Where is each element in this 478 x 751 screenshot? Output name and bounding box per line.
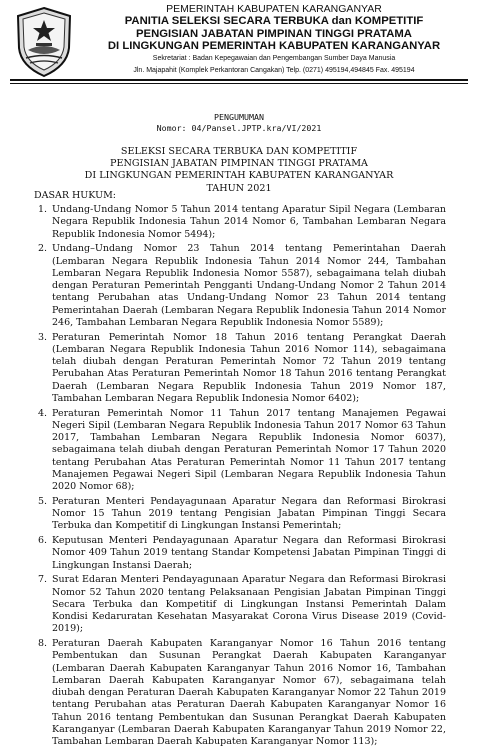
list-item-number: 2.: [38, 243, 48, 255]
list-item-text: Peraturan Pemerintah Nomor 11 Tahun 2017 tentang Manajemen Pegawai Negeri Sipil (Lembaran Negara Republik Indonesia Tahun 2017 Nomor 63 Tahun 2017, Tambahan Lembaran Negara Republik Indonesia Nomor 6037), sebagaimana telah diubah dengan Peraturan Pemerintah Nomor 17 Tahun 2020 tentang Perubahan Atas Peraturan Pemerintah Nomor 11 Tahun 2017 tentang Manajemen Pegawai Negeri Sipil (Lembaran Negara Republik Indonesia Tahun 2020 Nomor 68);: [52, 407, 446, 492]
legal-basis-list: [38, 204, 446, 751]
list-item: [38, 408, 446, 494]
list-item-text: Peraturan Menteri Pendayagunaan Aparatur Negara dan Reformasi Birokrasi Nomor 15 Tahun 2019 tentang Pengisian Jabatan Pimpinan Tinggi Secara Terbuka dan Kompetitif di Lingkungan Instansi Pemerintah;: [52, 495, 446, 532]
regency-emblem-icon: [14, 6, 74, 78]
list-item-text: Peraturan Daerah Kabupaten Karanganyar Nomor 16 Tahun 2016 tentang Pembentukan dan Susunan Perangkat Daerah Kabupaten Karanganyar (Lembaran Daerah Kabupaten Karanganyar Tahun 2016 Nomor 16, Tambahan Lembaran Daerah Kabupaten Karanganyar Nomor 67), sebagaimana telah diubah dengan Peraturan Daerah Kabupaten Karanganyar Nomor 22 Tahun 2019 tentang Perubahan atas Peraturan Daerah Kabupaten Karanganyar Nomor 16 Tahun 2016 tentang Pembentukan dan Susunan Perangkat Daerah Kabupaten Karanganyar (Lembaran Daerah Kabupaten Karanganyar Tahun 2019 Nomor 22, Tambahan Lembaran Daerah Kabupaten Karanganyar Nomor 113);: [52, 638, 446, 747]
list-item-text: Surat Edaran Menteri Pendayagunaan Aparatur Negara dan Reformasi Birokrasi Nomor 52 Tahun 2020 tentang Pelaksanaan Pengisian Jabatan Pimpinan Tinggi Secara Terbuka dan Kompetitif di Lingkungan Instansi Pemerintah Dalam Kondisi Kedaruratan Kesehatan Masyarakat Corona Virus Disease 2019 (Covid-2019);: [52, 574, 446, 635]
title-line: DI LINGKUNGAN PEMERINTAH KABUPATEN KARANGANYAR: [84, 170, 394, 182]
letterhead-address: Jln. Majapahit (Komplek Perkantoran Cangakan) Telp. (0271) 495194,494845 Fax. 495194: [133, 66, 415, 74]
letterhead-scope: DI LINGKUNGAN PEMERINTAH KABUPATEN KARANGANYAR: [107, 40, 441, 52]
list-item: [38, 496, 446, 533]
title-year: TAHUN 2021: [206, 182, 272, 194]
list-item: [38, 243, 446, 329]
list-item-number: 7.: [38, 574, 48, 586]
list-item-text: Peraturan Pemerintah Nomor 18 Tahun 2016 tentang Perangkat Daerah (Lembaran Negara Republik Indonesia Tahun 2016 Nomor 114), sebagaimana telah diubah dengan Peraturan Pemerintah Nomor 72 Tahun 2019 tentang Perubahan Atas Peraturan Pemerintah Nomor 18 Tahun 2016 tentang Perangkat Daerah (Lembaran Negara Republik Indonesia Tahun 2019 Nomor 187, Tambahan Lembaran Negara Republik Indonesia Nomor 6402);: [52, 331, 446, 404]
list-item-number: 6.: [38, 535, 48, 546]
letterhead-divider: [10, 79, 468, 81]
legal-basis-heading: DASAR HUKUM:: [34, 190, 117, 201]
list-item-number: 3.: [38, 331, 48, 343]
list-item-number: 1.: [38, 204, 48, 215]
list-item-text: Keputusan Menteri Pendayagunaan Aparatur Negara dan Reformasi Birokrasi Nomor 409 Tahun 2019 tentang Standar Kompetensi Jabatan Pimpinan Tinggi di Lingkungan Instansi Daerah;: [52, 535, 446, 571]
letterhead-secretariat: Sekretariat : Badan Kepegawaian dan Pengembangan Sumber Daya Manusia: [152, 54, 396, 62]
list-item: [38, 535, 446, 572]
letterhead-government: PEMERINTAH KABUPATEN KARANGANYAR: [166, 3, 382, 15]
document-title: [0, 146, 478, 195]
list-item-text: Undang–Undang Nomor 23 Tahun 2014 tentang Pemerintahan Daerah (Lembaran Negara Republik Indonesia Tahun 2014 Nomor 244, Tambahan Lembaran Negara Republik Indonesia Nomor 5587), sebagaimana telah diubah dengan Peraturan Pemerintah Pengganti Undang-Undang Nomor 2 Tahun 2014 tentang Perubahan atas Undang-Undang Nomor 23 Tahun 2014 tentang Pemerintahan Daerah (Lembaran Negara Republik Indonesia Tahun 2014 Nomor 246, Tambahan Lembaran Negara Republik Indonesia Nomor 5589);: [52, 243, 446, 328]
title-line: SELEKSI SECARA TERBUKA DAN KOMPETITIF: [120, 146, 358, 157]
title-line: PENGISIAN JABATAN PIMPINAN TINGGI PRATAMA: [110, 158, 368, 170]
letterhead-purpose: PENGISIAN JABATAN PIMPINAN TINGGI PRATAMA: [136, 27, 412, 40]
list-item: [38, 574, 446, 635]
letterhead-divider-thin: [10, 83, 468, 84]
letterhead: [78, 3, 470, 75]
announcement-number: Nomor: 04/Pansel.JPTP.kra/VI/2021: [156, 123, 322, 133]
list-item-number: 5.: [38, 495, 48, 507]
list-item-text: Undang-Undang Nomor 5 Tahun 2014 tentang Aparatur Sipil Negara (Lembaran Negara Republik Indonesia Tahun 2014 Nomor 6, Tambahan Lembaran Negara Republik Indonesia Nomor 5494);: [52, 204, 446, 240]
letterhead-committee: PANITIA SELEKSI SECARA TERBUKA dan KOMPETITIF: [124, 15, 424, 27]
list-item: [38, 638, 446, 748]
list-item: [38, 204, 446, 241]
list-item-number: 8.: [38, 638, 48, 649]
list-item: [38, 332, 446, 406]
list-item-number: 4.: [38, 407, 48, 419]
announcement-heading: PENGUMUMAN: [214, 112, 264, 122]
